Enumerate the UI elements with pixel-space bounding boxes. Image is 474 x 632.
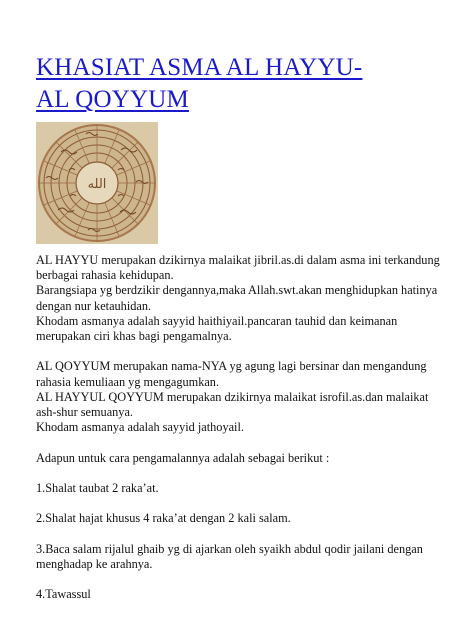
paragraph-gap [36,466,456,481]
text-line: Adapun untuk cara pengamalannya adalah sebagai berikut : [36,450,330,465]
step-3 [36,542,456,572]
step-4 [36,587,456,602]
paragraph-al-qoyyum [36,359,456,435]
text-line: 3.Baca salam rijalul ghaib yg di ajarkan oleh syaikh abdul qodir jailani dengan [36,541,423,556]
text-line: 4.Tawassul [36,587,91,602]
paragraph-intro-steps [36,451,456,466]
text-line: 1.Shalat taubat 2 raka’at. [36,481,159,495]
step-1 [36,481,456,496]
text-line: Barangsiapa yg berdzikir dengannya,maka Allah.swt.akan menghidupkan hatinya [36,283,438,298]
text-line: Khodam asmanya adalah sayyid jathoyail. [36,420,244,435]
title-line-2[interactable]: AL QOYYUM [36,86,189,113]
text-line: menghadap ke arahnya. [36,556,153,571]
seal-center-text: الله [87,177,107,192]
paragraph-gap [36,527,456,542]
step-2 [36,511,456,526]
calligraphy-seal-icon [36,122,158,244]
text-line: merupakan ciri khas bagi pengamalnya. [36,329,232,344]
title-line-1[interactable]: KHASIAT ASMA AL HAYYU- [36,54,363,81]
text-line: AL QOYYUM merupakan nama-NYA yg agung lagi bersinar dan mengandung [36,359,427,374]
paragraph-gap [36,496,456,511]
paragraph-gap [36,344,456,359]
text-line: Khodam asmanya adalah sayyid haithiyail.pancaran tauhid dan keimanan [36,313,398,328]
text-line: berbagai rahasia kehidupan. [36,268,174,283]
paragraph-al-hayyu [36,253,456,344]
text-line: rahasia kemuliaan yg mengagumkan. [36,374,220,389]
calligraphy-seal-image [36,122,158,244]
text-line: 2.Shalat hajat khusus 4 raka’at dengan 2 kali salam. [36,511,291,526]
paragraph-gap [36,435,456,450]
text-line: ash-shur semuanya. [36,405,133,420]
body-text [36,253,456,603]
text-line: AL HAYYUL QOYYUM merupakan dzikirnya malaikat isrofil.as.dan malaikat [36,389,429,404]
text-line: dengan nur ketauhidan. [36,298,152,313]
text-line: AL HAYYU merupakan dzikirnya malaikat jibril.as.di dalam asma ini terkandung [36,253,440,267]
paragraph-gap [36,572,456,587]
page-title[interactable] [36,52,456,116]
